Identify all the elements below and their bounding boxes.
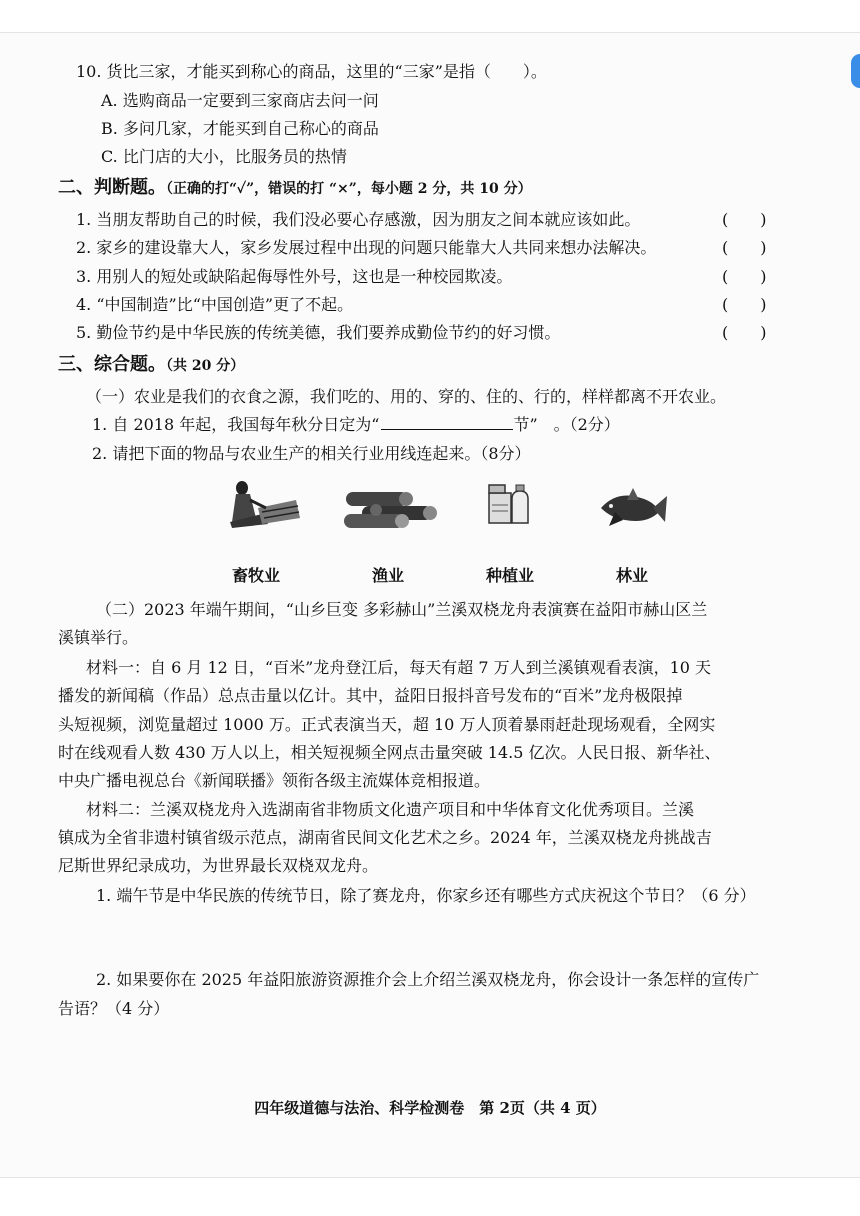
- part1-q1-after: 节” 。（2分）: [513, 415, 620, 434]
- q10-option-a: A. 选购商品一定要到三家商店去问一问: [101, 91, 379, 110]
- tf-item-3: 3. 用别人的短处或缺陷起侮辱性外号，这也是一种校园欺凌。: [76, 267, 513, 286]
- q10-option-b: B. 多问几家，才能买到自己称心的商品: [101, 119, 379, 138]
- material2-line-3: 尼斯世界纪录成功，为世界最长双桡双龙舟。: [58, 856, 379, 875]
- material2-line-1: 材料二：兰溪双桡龙舟入选湖南省非物质文化遗产项目和中华体育文化优秀项目。兰溪: [86, 800, 695, 819]
- material2-line-2: 镇成为全省非遗村镇省级示范点，湖南省民间文化艺术之乡。2024 年，兰溪双桡龙舟挑战吉: [58, 828, 712, 847]
- tf-answer-1: ( ): [722, 210, 767, 229]
- logs-icon: [340, 488, 446, 532]
- part1-q1-before: 1. 自 2018 年起，我国每年秋分日定为“: [92, 415, 380, 434]
- scroll-tab[interactable]: [851, 54, 860, 88]
- label-crop-farming: 种植业: [486, 566, 535, 585]
- tf-item-2: 2. 家乡的建设靠大人，家乡发展过程中出现的问题只能靠大人共同来想办法解决。: [76, 238, 657, 257]
- part2-q2-line-1: 2. 如果要你在 2025 年益阳旅游资源推介会上介绍兰溪双桡龙舟，你会设计一条怎样的宣传广: [96, 970, 760, 989]
- milk-jug-icon: [484, 479, 534, 529]
- material1-line-5: 中央广播电视总台《新闻联播》领衔各级主流媒体竞相报道。: [58, 771, 491, 790]
- page-footer: 四年级道德与法治、科学检测卷 第 2页（共 4 页）: [254, 1099, 606, 1117]
- q10-stem: 10. 货比三家，才能买到称心的商品，这里的“三家”是指（ ）。: [76, 62, 547, 81]
- section2-note: （正确的打“✓”，错误的打 “×”，每小题 2 分，共 10 分）: [166, 181, 532, 197]
- answer-blank[interactable]: [381, 415, 513, 430]
- tf-answer-3: ( ): [722, 267, 767, 286]
- section3-heading: [58, 355, 244, 376]
- part1-q1: [92, 415, 620, 435]
- part2-q1: 1. 端午节是中华民族的传统节日，除了赛龙舟，你家乡还有哪些方式庆祝这个节日？（6 分）: [96, 886, 756, 905]
- tf-answer-2: ( ): [722, 238, 767, 257]
- material1-line-4: 时在线观看人数 430 万人以上，相关短视频全网点击量突破 14.5 亿次。人民日报、新华社、: [58, 743, 721, 762]
- tf-item-1: 1. 当朋友帮助自己的时候，我们没必要心存感激，因为朋友之间本就应该如此。: [76, 210, 641, 229]
- fish-icon: [597, 482, 669, 532]
- part1-q2: 2. 请把下面的物品与农业生产的相关行业用线连起来。（8分）: [92, 444, 531, 463]
- q10-option-c: C. 比门店的大小，比服务员的热情: [101, 147, 347, 166]
- material1-line-2: 播发的新闻稿（作品）总点击量以亿计。其中，益阳日报抖音号发布的“百米”龙舟极限掉: [58, 686, 683, 705]
- part2-intro-line-2: 溪镇举行。: [58, 628, 139, 647]
- tf-answer-5: ( ): [722, 323, 767, 342]
- section2-heading: [58, 178, 532, 199]
- section2-title: 二、判断题。: [58, 177, 166, 198]
- part2-intro-line-1: （二）2023 年端午期间，“山乡巨变 多彩赫山”兰溪双桡龙舟表演赛在益阳市赫山区兰: [96, 600, 708, 619]
- section3-title: 三、综合题。: [58, 354, 166, 375]
- part2-q2-line-2: 告语？（4 分）: [58, 999, 170, 1018]
- tf-item-5: 5. 勤俭节约是中华民族的传统美德，我们要养成勤俭节约的好习惯。: [76, 323, 561, 342]
- material1-line-1: 材料一：自 6 月 12 日，“百米”龙舟登江后，每天有超 7 万人到兰溪镇观看表演，10 天: [86, 658, 712, 677]
- label-fishery: 渔业: [372, 566, 405, 585]
- label-forestry: 林业: [616, 566, 649, 585]
- person-weaving-icon: [222, 478, 304, 530]
- tf-item-4: 4. “中国制造”比“中国创造”更了不起。: [76, 295, 354, 314]
- part1-intro: （一）农业是我们的衣食之源，我们吃的、用的、穿的、住的、行的，样样都离不开农业。: [86, 387, 727, 406]
- section3-note: （共 20 分）: [166, 358, 245, 374]
- material1-line-3: 头短视频，浏览量超过 1000 万。正式表演当天，超 10 万人顶着暴雨赶赴现场观看，全网实: [58, 715, 716, 734]
- tf-answer-4: ( ): [722, 295, 767, 314]
- label-animal-husbandry: 畜牧业: [232, 566, 281, 585]
